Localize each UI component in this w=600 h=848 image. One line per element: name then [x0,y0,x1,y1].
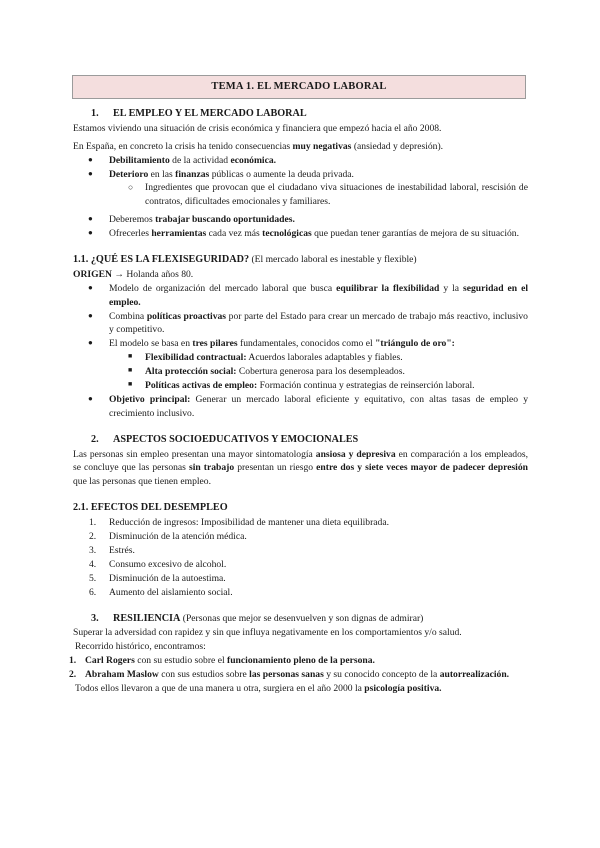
section-3-paragraph-2: Recorrido histórico, encontramos: [75,641,206,653]
pillar-item: ■ Políticas activas de empleo: Formación continua y estrategias de reinserción laboral. [73,379,528,393]
document-body [69,107,528,696]
pillar-item: ■ Alta protección social: Cobertura generosa para los desempleados. [73,365,528,379]
list-item: ● Deberemos trabajar buscando oportunidades. [73,213,528,227]
arrow-icon: → [111,268,127,280]
list-item: 6. Aumento del aislamiento social. [89,586,233,598]
section-1-paragraph-1: Estamos viviendo una situación de crisis económica y financiera que empezó hacia el año 2008. [73,122,442,134]
sub-list [73,181,528,209]
list-item: 4. Consumo excesivo de alcohol. [89,558,227,570]
list-item: 2. Abraham Maslow con sus estudios sobre las personas sanas y su conocido concepto de la autorrealización. [69,669,510,680]
section-3-heading: 3. RESILIENCIA (Personas que mejor se desenvuelven y son dignas de admirar) [91,612,424,624]
list-item: ● Modelo de organización del mercado laboral que busca equilibrar la flexibilidad y la seguridad en el empleo. [73,282,528,310]
section-1-paragraph-2: En España, en concreto la crisis ha tenido consecuencias muy negativas (ansiedad y depresión). [73,140,444,152]
list-item: ● El modelo se basa en tres pilares fundamentales, conocidos como el "triángulo de oro": ■ Flexibilidad contractual: Acuerdos laborales adaptables y fiables. ■ Alta protección social: Cobertura generosa para los desempleados. ■ Políticas activas de empleo: Formación continua y estrategias de reinserción laboral. [73,337,528,393]
section-1-1-heading: 1.1. ¿QUÉ ES LA FLEXISEGURIDAD? (El mercado laboral es inestable y flexible) [73,254,417,266]
list-item: 3. Estrés. [89,544,135,556]
section-2-paragraph: Las personas sin empleo presentan una mayor sintomatología ansiosa y depresiva en comparación a los empleados, se concluye que las personas sin trabajo presentan un riesgo entre dos y siete veces mayor de padecer depresión que las personas que tienen empleo. [73,448,528,488]
list-item: ● Combina políticas proactivas por parte del Estado para crear un mercado de trabajo más reactivo, inclusivo y competitivo. [73,310,528,338]
sub-list-item: ○ Ingredientes que provocan que el ciudadano viva situaciones de inestabilidad laboral, rescisión de contratos, dificultades emocionales y familiares. [73,181,528,209]
list-item: ● Ofrecerles herramientas cada vez más tecnológicas que puedan tener garantías de mejora de su situación. [73,227,528,241]
list-item: ● Deterioro en las finanzas públicas o aumente la deuda privada. ○ Ingredientes que provocan que el ciudadano viva situaciones de inestabilidad laboral, rescisión de contratos, dificultades emocionales y familiares. [73,168,528,210]
origin-line: ORIGEN → Holanda años 80. [73,268,194,280]
list-item: 5. Disminución de la autoestima. [89,572,226,584]
list-item: ● Debilitamiento de la actividad económica. [73,154,528,168]
effects-list [73,516,528,599]
list-item: 1. Carl Rogers con su estudio sobre el funcionamiento pleno de la persona. [69,655,375,667]
section-2-heading: 2. ASPECTOS SOCIOEDUCATIVOS Y EMOCIONALES [91,433,359,445]
section-3-paragraph-1: Superar la adversidad con rapidez y sin que influya negativamente en los comportamientos y/o salud. [73,627,462,639]
section-1-heading: 1. EL EMPLEO Y EL MERCADO LABORAL [91,108,307,119]
page-title-box [72,75,526,99]
page-title: TEMA 1. EL MERCADO LABORAL [211,81,387,93]
section-1-bullet-list [73,154,528,210]
list-item: 1. Reducción de ingresos: Imposibilidad de mantener una dieta equilibrada. [89,517,389,529]
pillar-item: ■ Flexibilidad contractual: Acuerdos laborales adaptables y fiables. [73,351,528,365]
pillars-list [73,351,528,393]
section-3-paragraph-3: Todos ellos llevaron a que de una manera u otra, surgiera en el año 2000 la psicología positiva. [75,682,442,694]
section-1-1-bullet-list [73,282,528,421]
list-item: 2. Disminución de la atención médica. [89,530,247,542]
authors-list [69,654,528,682]
list-item: ● Objetivo principal: Generar un mercado laboral eficiente y equitativo, con altas tasas de empleo y crecimiento inclusivo. [73,393,528,421]
section-1-bullet-list-2 [73,213,528,241]
section-2-1-heading: 2.1. EFECTOS DEL DESEMPLEO [73,502,228,514]
